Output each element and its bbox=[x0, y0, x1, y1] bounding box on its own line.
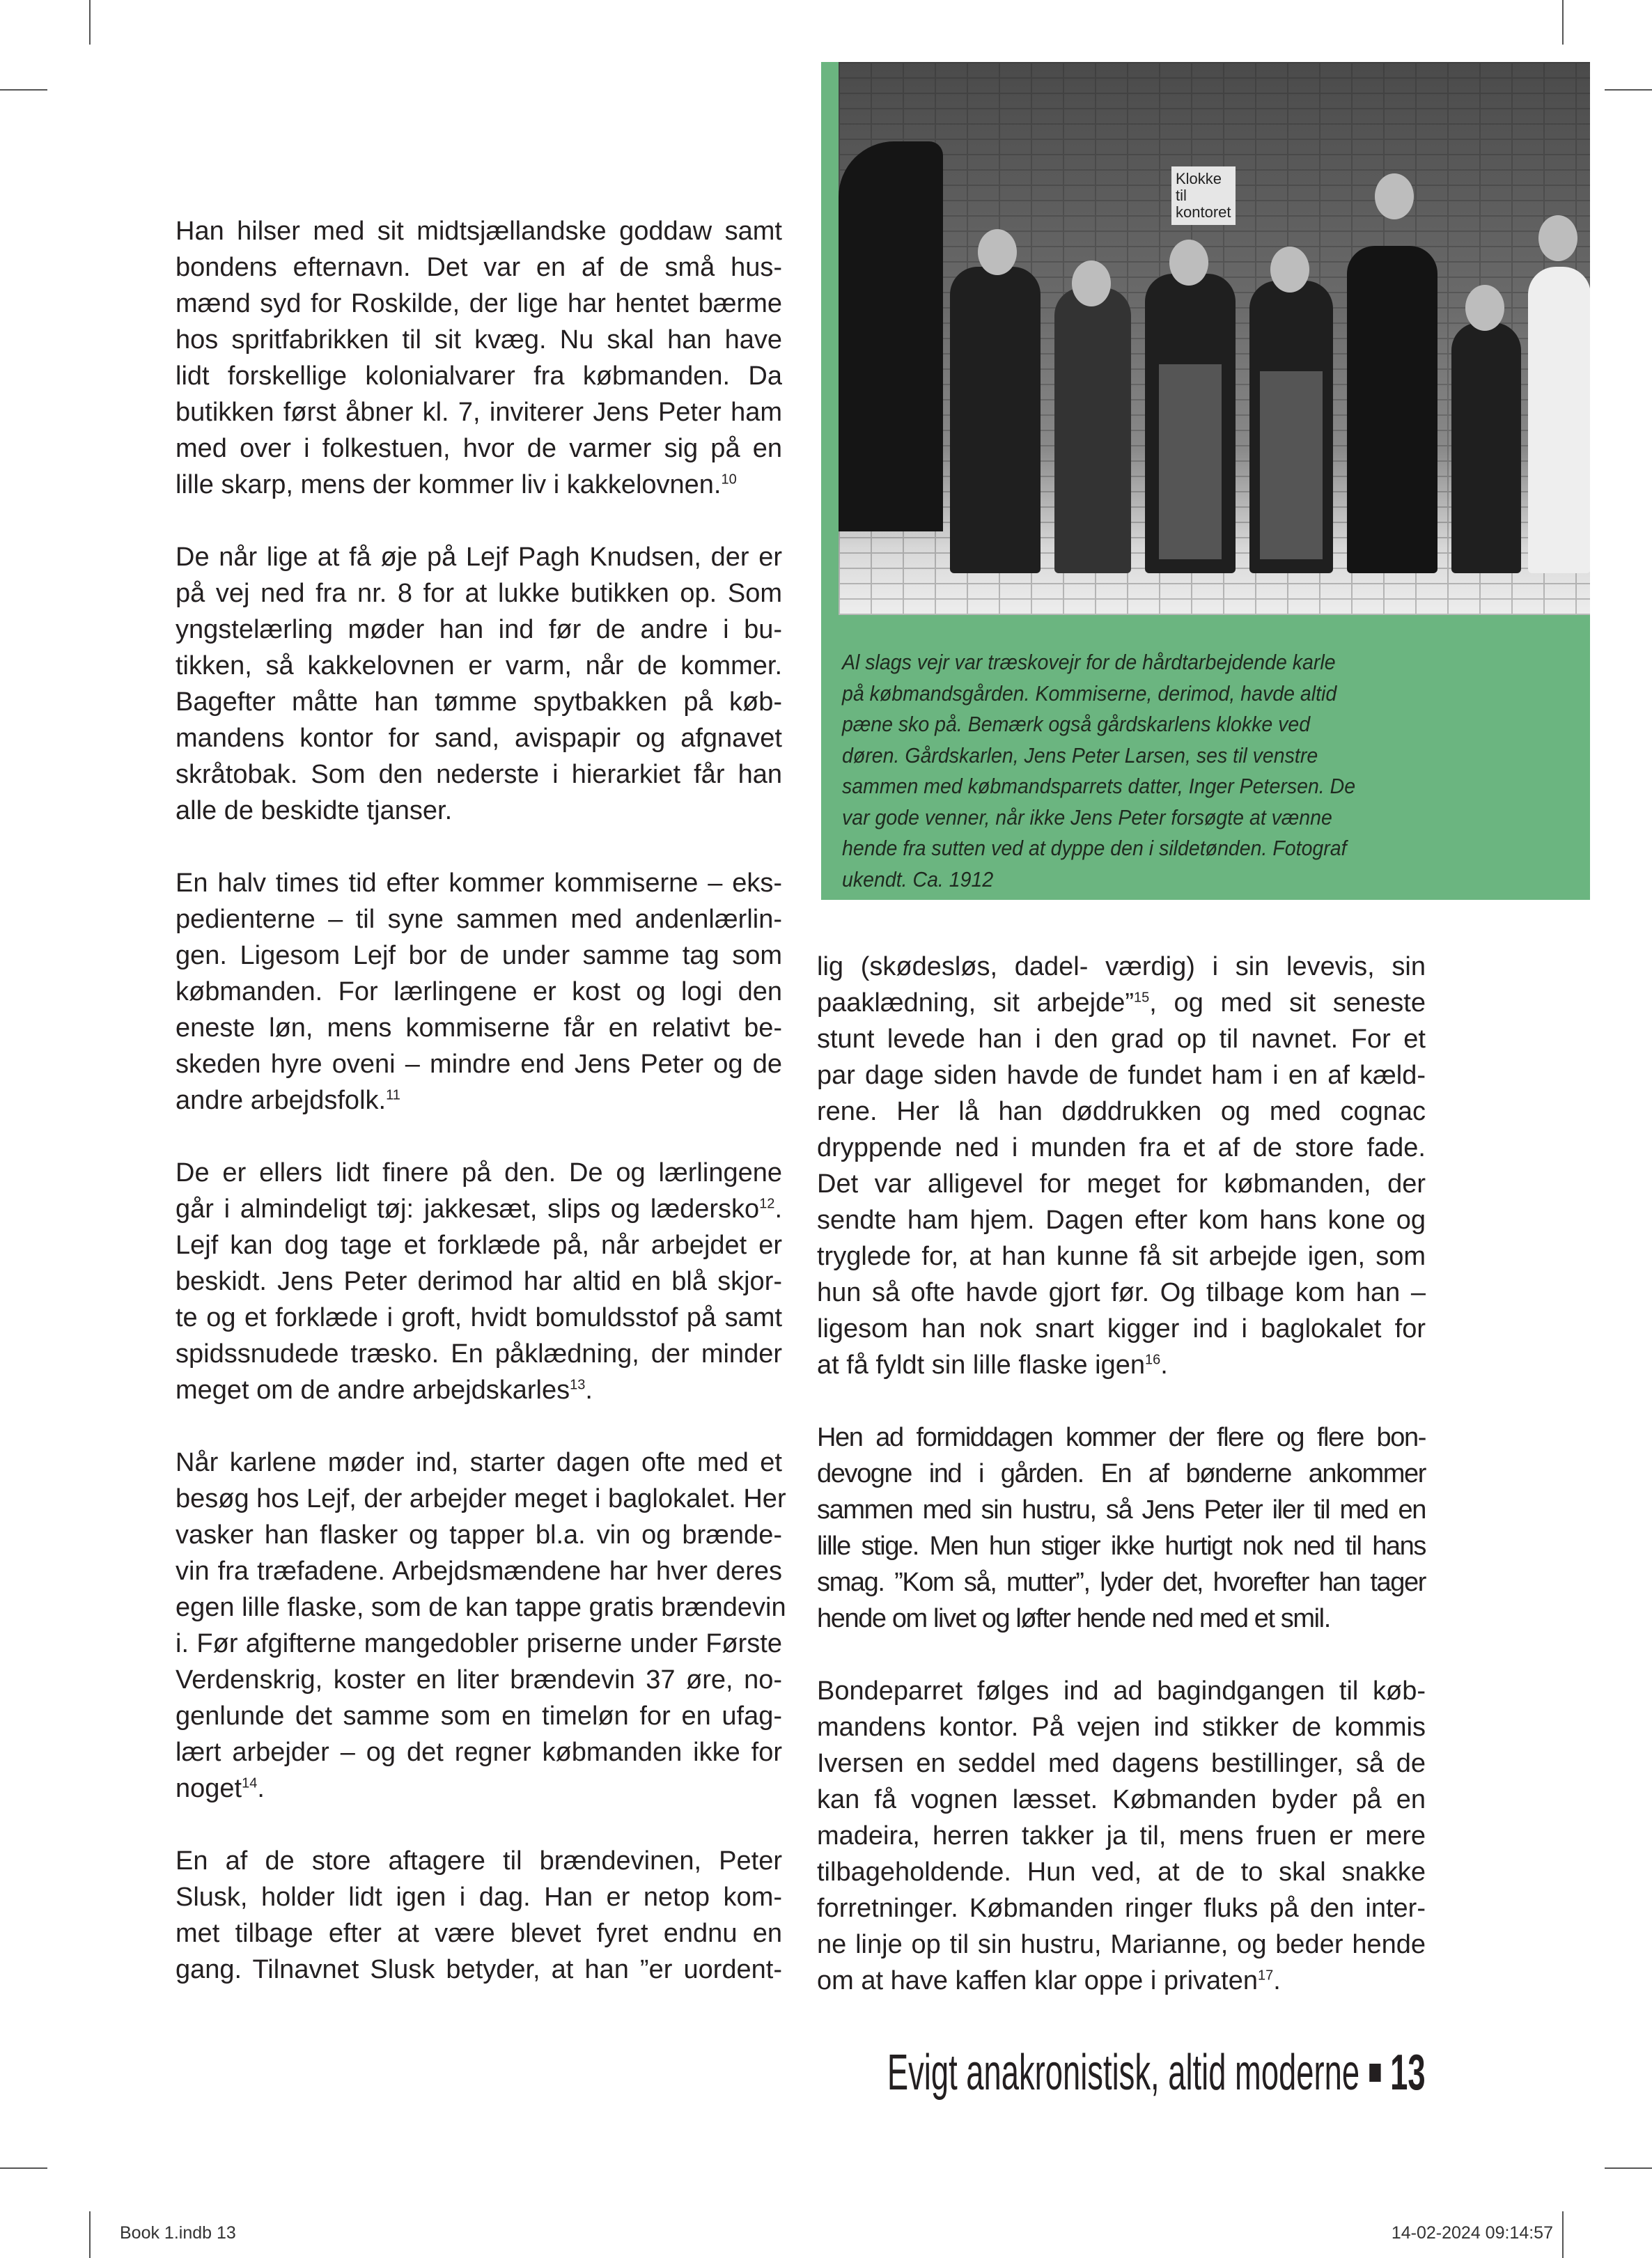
text-line: butikken først åbner kl. 7, inviterer Jens Peter ham bbox=[176, 398, 782, 427]
caption-line: var gode venner, når ikke Jens Peter forsøgte at vænne bbox=[842, 804, 1332, 830]
text-line: devogne ind i gården. En af bønderne ankommer bbox=[817, 1459, 1426, 1488]
person-head bbox=[1465, 285, 1504, 331]
text-line: hun så ofte havde gjort før. Og tilbage kom han – bbox=[817, 1278, 1426, 1307]
person-head bbox=[1270, 247, 1309, 293]
text-line: skeden hyre oveni – mindre end Jens Peter og de bbox=[176, 1050, 782, 1079]
left-text-column bbox=[176, 213, 786, 2024]
text-line: kan få vognen læsset. Købmanden byder på en bbox=[817, 1785, 1426, 1814]
horse bbox=[839, 141, 943, 531]
text-line: dryppende ned i munden fra et af de store fade. bbox=[817, 1133, 1426, 1162]
text-line: alle de beskidte tjanser. bbox=[176, 796, 453, 825]
caption-line: pæne sko på. Bemærk også gårdskarlens klokke ved bbox=[842, 712, 1311, 736]
child-head bbox=[1375, 173, 1414, 219]
footnote-ref: 17 bbox=[1258, 1968, 1274, 1984]
footnote-ref: 10 bbox=[721, 472, 737, 488]
running-footer bbox=[887, 2044, 1426, 2101]
text-line: sammen med sin hustru, så Jens Peter iler til med en bbox=[817, 1495, 1426, 1525]
book-title: Evigt anakronistisk, altid moderne bbox=[887, 2045, 1360, 2101]
text-line: lille stige. Men hun stiger ikke hurtigt nok ned til hans bbox=[817, 1532, 1426, 1561]
footnote-ref: 14 bbox=[242, 1775, 258, 1791]
photo-caption bbox=[842, 647, 1566, 895]
photo-sign: Klokke til kontoret bbox=[1171, 166, 1236, 225]
text-line: andre arbejdsfolk.$^{11}$ bbox=[176, 1086, 400, 1115]
text-line: mandens kontor. På vejen ind stikker de kommis bbox=[817, 1713, 1426, 1742]
text-line: En af de store aftagere til brændevinen, Peter bbox=[176, 1846, 782, 1876]
paragraph bbox=[176, 1155, 782, 1408]
text-line: Verdenskrig, koster en liter brændevin 37 øre, no- bbox=[176, 1665, 782, 1695]
text-line: lig (skødesløs, dadel- værdig) i sin levevis, sin bbox=[817, 952, 1426, 981]
apron bbox=[1159, 364, 1222, 559]
text-line: sendte ham hjem. Dagen efter kom hans kone og bbox=[817, 1206, 1426, 1235]
paragraph bbox=[176, 1843, 782, 1988]
paragraph bbox=[176, 1445, 786, 1807]
text-line: om at have kaffen klar oppe i privaten$^{17}$. bbox=[817, 1966, 1281, 1995]
text-line: spidssnudede træsko. En påklædning, der minder bbox=[176, 1339, 782, 1369]
text-line: par dage siden havde de fundet ham i en af kæld- bbox=[817, 1061, 1426, 1090]
text-line: paaklædning, sit arbejde”$^{15}$, og med sit seneste bbox=[817, 988, 1426, 1018]
text-line: tryglede for, at han kunne få sit arbejde igen, som bbox=[817, 1242, 1426, 1271]
text-line: Iversen en seddel med dagens bestillinger, så de bbox=[817, 1749, 1426, 1778]
text-line: besøg hos Lejf, der arbejder meget i baglokalet. Her bbox=[176, 1484, 786, 1513]
footnote-ref: 11 bbox=[386, 1087, 400, 1103]
paragraph bbox=[176, 213, 782, 503]
text-line: Det var alligevel for meget for købmanden, der bbox=[817, 1169, 1426, 1199]
text-line: hos spritfabrikken til sit kvæg. Nu skal han have bbox=[176, 325, 782, 355]
person-head bbox=[1169, 240, 1208, 286]
text-line: te og et forklæde i groft, hvidt bomuldsstof på samt bbox=[176, 1303, 782, 1332]
text-line: skråtobak. Som den nederste i hierarkiet får han bbox=[176, 760, 782, 789]
paragraph bbox=[817, 1673, 1426, 1999]
text-line: Hen ad formiddagen kommer der flere og flere bon- bbox=[817, 1423, 1426, 1452]
page-number: 13 bbox=[1390, 2045, 1426, 2101]
crop-mark bbox=[0, 2167, 47, 2169]
slug-date: 14-02-2024 09:14:57 bbox=[1391, 2223, 1553, 2243]
text-line: forretninger. Købmanden ringer fluks på den inter- bbox=[817, 1894, 1426, 1923]
text-line: ligesom han nok snart kigger ind i baglokalet for bbox=[817, 1314, 1426, 1344]
text-line: i. Før afgifterne mangedobler priserne under Første bbox=[176, 1629, 782, 1658]
crop-mark bbox=[89, 2211, 91, 2258]
paragraph bbox=[176, 539, 782, 829]
right-text-column bbox=[817, 949, 1426, 2035]
footnote-ref: 13 bbox=[570, 1377, 586, 1393]
person bbox=[1528, 267, 1590, 573]
text-line: mandens kontor for sand, avispapir og afgnavet bbox=[176, 724, 782, 753]
text-line: gang. Tilnavnet Slusk betyder, at han ”er uordent- bbox=[176, 1955, 782, 1984]
square-bullet-icon bbox=[1369, 2064, 1380, 2082]
text-line: madeira, herren takker ja til, mens fruen er mere bbox=[817, 1821, 1426, 1851]
crop-mark bbox=[1562, 2211, 1564, 2258]
footnote-ref: 16 bbox=[1145, 1352, 1161, 1368]
caption-line: sammen med købmandsparrets datter, Inger Petersen. De bbox=[842, 774, 1356, 798]
crop-mark bbox=[1605, 2167, 1652, 2169]
text-line: smag. ”Kom så, mutter”, lyder det, hvorefter han tager bbox=[817, 1568, 1426, 1597]
text-line: mænd syd for Roskilde, der lige har hentet bærme bbox=[176, 289, 782, 318]
text-line: med over i folkestuen, hvor de varmer sig på en bbox=[176, 434, 782, 463]
text-line: tilbageholdende. Hun ved, at de to skal snakke bbox=[817, 1858, 1426, 1887]
person-head bbox=[978, 229, 1017, 275]
text-line: Bondeparret følges ind ad bagindgangen til køb- bbox=[817, 1676, 1426, 1706]
text-line: lille skarp, mens der kommer liv i kakkelovnen.$^{10}$ bbox=[176, 470, 737, 499]
paragraph bbox=[817, 1419, 1426, 1637]
text-line: eneste løn, mens kommiserne får en relativt be- bbox=[176, 1013, 782, 1043]
person bbox=[1054, 288, 1131, 573]
person bbox=[1347, 246, 1437, 573]
caption-line: døren. Gårdskarlen, Jens Peter Larsen, ses til venstre bbox=[842, 742, 1318, 768]
paragraph bbox=[817, 949, 1426, 1383]
historical-photo bbox=[839, 62, 1590, 615]
text-line: genlunde det samme som en timeløn for en ufag- bbox=[176, 1702, 782, 1731]
crop-mark bbox=[1605, 89, 1652, 91]
person-head bbox=[1072, 260, 1111, 306]
photo-figure bbox=[821, 62, 1590, 900]
text-line: hende om livet og løfter hende ned med et smil. bbox=[817, 1604, 1330, 1633]
text-line: købmanden. For lærlingene er kost og logi den bbox=[176, 977, 782, 1006]
person-head bbox=[1538, 215, 1577, 261]
caption-line: på købmandsgården. Kommiserne, derimod, havde altid bbox=[842, 680, 1337, 706]
text-line: tikken, så kakkelovnen er varm, når de kommer. bbox=[176, 651, 782, 680]
text-line: pedienterne – til syne sammen med andenlærlin- bbox=[176, 905, 782, 934]
text-line: lidt forskellige kolonialvarer fra købmanden. Da bbox=[176, 361, 782, 391]
text-line: at få fyldt sin lille flaske igen$^{16}$. bbox=[817, 1350, 1168, 1380]
text-line: Når karlene møder ind, starter dagen ofte med et bbox=[176, 1448, 782, 1477]
text-line: gen. Ligesom Lejf bor de under samme tag som bbox=[176, 941, 782, 970]
text-line: vasker han flasker og tapper bl.a. vin og brænde- bbox=[176, 1520, 782, 1550]
text-line: met tilbage efter at være blevet fyret endnu en bbox=[176, 1919, 782, 1948]
footnote-ref: 12 bbox=[759, 1196, 775, 1212]
text-line: Han hilser med sit midtsjællandske goddaw samt bbox=[176, 217, 782, 246]
crop-mark bbox=[89, 0, 91, 45]
text-line: Slusk, holder lidt igen i dag. Han er netop kom- bbox=[176, 1883, 782, 1912]
text-line: noget$^{14}$. bbox=[176, 1774, 265, 1803]
text-line: De når lige at få øje på Lejf Pagh Knudsen, der er bbox=[176, 543, 782, 572]
footnote-ref: 15 bbox=[1134, 990, 1150, 1006]
caption-line: Al slags vejr var træskovejr for de hårdtarbejdende karle bbox=[842, 650, 1336, 674]
text-line: stunt levede han i den grad op til navnet. For et bbox=[817, 1025, 1426, 1054]
text-line: vin fra træfadene. Arbejdsmændene har hver deres bbox=[176, 1557, 782, 1586]
crop-mark bbox=[0, 89, 47, 91]
caption-line: hende fra sutten ved at dyppe den i sildetønden. Fotograf bbox=[842, 836, 1347, 860]
text-line: egen lille flaske, som de kan tappe gratis brændevin bbox=[176, 1593, 786, 1622]
slug-file: Book 1.indb 13 bbox=[120, 2223, 236, 2243]
text-line: beskidt. Jens Peter derimod har altid en blå skjor- bbox=[176, 1267, 782, 1296]
person bbox=[1451, 322, 1521, 573]
text-line: rene. Her lå han døddrukken og med cognac bbox=[817, 1097, 1426, 1126]
text-line: Bagefter måtte han tømme spytbakken på køb- bbox=[176, 687, 782, 717]
text-line: En halv times tid efter kommer kommiserne – eks- bbox=[176, 869, 782, 898]
text-line: ne linje op til sin hustru, Marianne, og beder hende bbox=[817, 1930, 1426, 1959]
paragraph bbox=[176, 865, 782, 1119]
text-line: De er ellers lidt finere på den. De og lærlingene bbox=[176, 1158, 782, 1188]
crop-mark bbox=[1562, 0, 1564, 45]
text-line: lært arbejder – og det regner købmanden ikke for bbox=[176, 1738, 782, 1767]
person bbox=[950, 267, 1041, 573]
text-line: meget om de andre arbejdskarles$^{13}$. bbox=[176, 1376, 593, 1405]
caption-line: ukendt. Ca. 1912 bbox=[842, 866, 994, 891]
apron bbox=[1260, 371, 1323, 559]
text-line: går i almindeligt tøj: jakkesæt, slips og lædersko$^{12}$. bbox=[176, 1194, 782, 1224]
text-line: bondens efternavn. Det var en af de små hus- bbox=[176, 253, 782, 282]
text-line: på vej ned fra nr. 8 for at lukke butikken op. Som bbox=[176, 579, 782, 608]
text-line: yngstelærling møder han ind før de andre i bu- bbox=[176, 615, 782, 644]
text-line: Lejf kan dog tage et forklæde på, når arbejdet er bbox=[176, 1231, 782, 1260]
